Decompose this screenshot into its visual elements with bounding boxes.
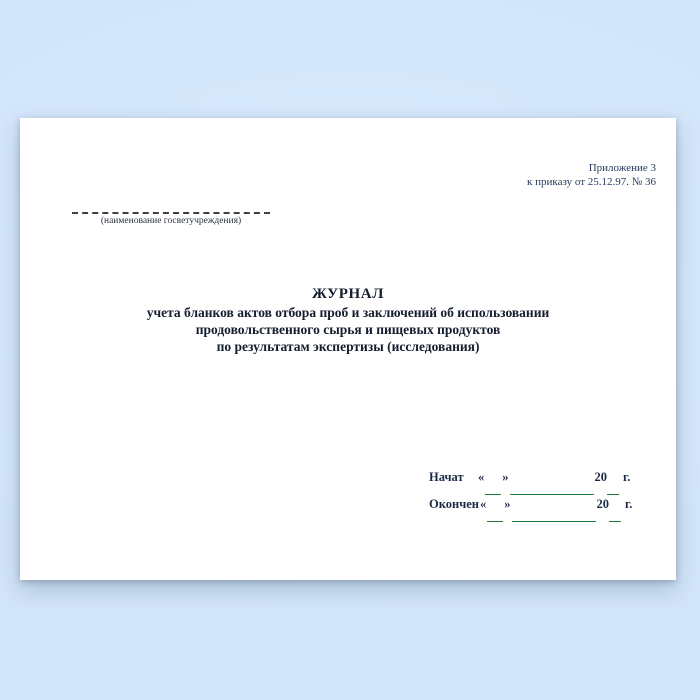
dates-block [429, 470, 632, 524]
day-blank-line [487, 510, 503, 522]
date-started-label: Начат [429, 470, 464, 484]
day-blank-line [485, 483, 501, 495]
attachment-note [527, 162, 656, 189]
document-title [20, 284, 676, 356]
month-blank-line [510, 483, 594, 495]
date-started-row [429, 470, 632, 497]
document-page [20, 118, 676, 580]
date-finished-row [429, 497, 632, 524]
title-line-2: учета бланков актов отбора проб и заключений об использовании [146, 305, 550, 320]
month-blank-line [512, 510, 596, 522]
open-quote: « [480, 497, 487, 511]
open-quote: « [478, 470, 485, 484]
year-century: 20 [594, 470, 607, 484]
year-century: 20 [596, 497, 610, 511]
title-line-4: по результатам экспертизы (исследования) [216, 339, 480, 355]
title-line-3: продовольственного сырья и пищевых продуктов [195, 322, 501, 338]
year-blank-line [609, 510, 621, 522]
year-blank-line [607, 483, 619, 495]
attachment-note-line1: Приложение 3 [588, 162, 656, 174]
year-suffix: г. [625, 497, 633, 511]
organization-name-caption: (наименование госветучреждения) [100, 216, 242, 226]
year-suffix: г. [623, 470, 631, 484]
organization-name-field [72, 199, 270, 226]
title-word-journal: ЖУРНАЛ [311, 286, 385, 302]
close-quote: » [504, 497, 511, 511]
attachment-note-line2: к приказу от 25.12.97. № 36 [527, 175, 656, 188]
organization-name-blank-line [72, 199, 270, 214]
date-finished-label: Окончен [429, 497, 480, 511]
close-quote: » [502, 470, 509, 484]
